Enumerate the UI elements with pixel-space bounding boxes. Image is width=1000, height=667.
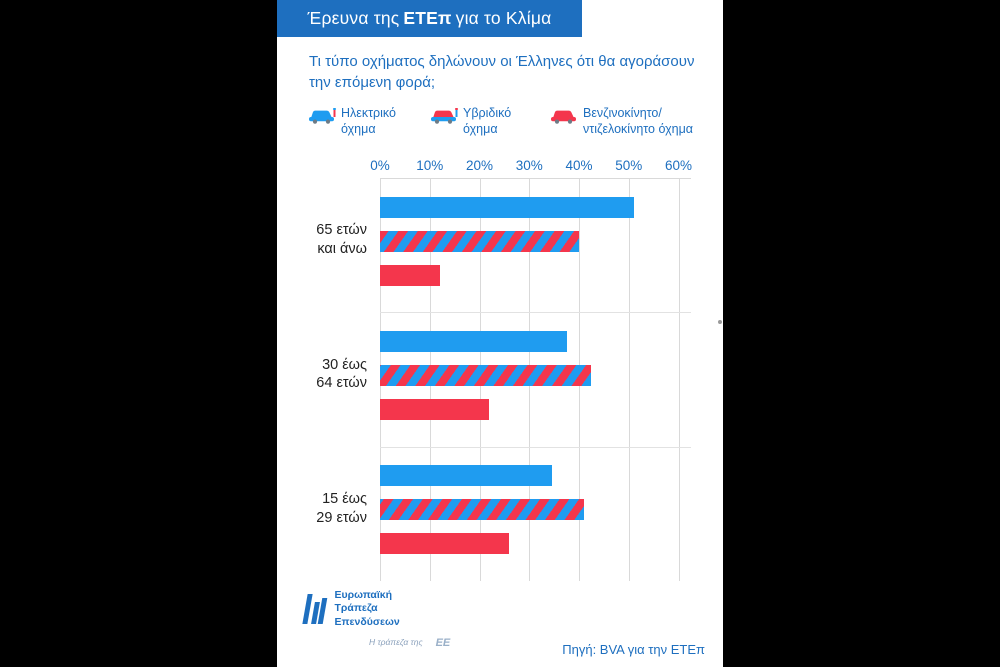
gridline bbox=[679, 178, 680, 581]
eib-logo-line3: Επενδύσεων bbox=[334, 615, 400, 628]
category-label bbox=[284, 221, 380, 259]
category-label-line: 64 ετών bbox=[316, 375, 367, 392]
hybrid-car-icon bbox=[429, 107, 459, 129]
chart-plot-area bbox=[316, 178, 691, 581]
category-label-line: 30 έως bbox=[322, 356, 367, 373]
bar-electric bbox=[380, 331, 567, 352]
title-bold: ΕΤΕπ bbox=[403, 8, 452, 28]
legend-item-hybrid bbox=[429, 105, 539, 137]
chart-subtitle: Τι τύπο οχήματος δηλώνουν οι Έλληνες ότι θα αγοράσουν την επόμενη φορά; bbox=[309, 53, 695, 91]
bar-petrol bbox=[380, 533, 509, 554]
category-label-line: 65 ετών bbox=[316, 222, 367, 239]
x-tick-label: 0% bbox=[370, 158, 390, 173]
x-tick-label: 30% bbox=[515, 158, 543, 173]
legend-label-electric: Ηλεκτρικό όχημα bbox=[341, 106, 396, 136]
x-axis-labels bbox=[327, 158, 723, 178]
bar-petrol bbox=[380, 265, 440, 286]
bar-hybrid bbox=[380, 499, 584, 520]
eu-bank-tagline bbox=[369, 631, 459, 653]
chart-legend bbox=[307, 105, 723, 137]
category-label-line: 15 έως bbox=[322, 490, 367, 507]
infographic-card bbox=[277, 0, 723, 667]
category-label-line: 29 ετών bbox=[316, 509, 367, 526]
x-tick-label: 60% bbox=[665, 158, 693, 173]
eib-logo bbox=[305, 589, 400, 629]
eu-stars-label: ΕΕ bbox=[435, 637, 451, 649]
x-tick-label: 20% bbox=[466, 158, 494, 173]
chart-source: Πηγή: BVA για την ΕΤΕπ bbox=[562, 642, 705, 657]
eib-logo-text bbox=[335, 589, 400, 629]
bar-electric bbox=[380, 465, 552, 486]
eu-stars-icon bbox=[425, 631, 459, 653]
legend-item-electric bbox=[307, 105, 419, 137]
eib-logo-line2: Τράπεζα bbox=[334, 602, 378, 615]
category-label bbox=[284, 356, 380, 394]
edge-dot bbox=[718, 320, 722, 324]
eib-logo-line1: Ευρωπαϊκή bbox=[334, 588, 393, 601]
x-tick-label: 50% bbox=[615, 158, 643, 173]
title-pre: Έρευνα της bbox=[307, 8, 400, 28]
category-label-line: και άνω bbox=[317, 241, 367, 257]
category-label bbox=[284, 490, 380, 528]
eib-logo-bars-icon bbox=[305, 594, 328, 624]
bar-electric bbox=[380, 197, 634, 218]
legend-label-petrol: Βενζινοκίνητο/ ντιζελοκίνητο όχημα bbox=[583, 106, 694, 136]
plot-top-rule bbox=[380, 178, 691, 179]
bar-hybrid bbox=[380, 365, 591, 386]
x-tick-label: 10% bbox=[416, 158, 444, 173]
bar-hybrid bbox=[380, 231, 579, 252]
group-separator bbox=[380, 312, 691, 313]
bar-petrol bbox=[380, 399, 489, 420]
electric-car-icon bbox=[307, 107, 337, 129]
x-tick-label: 40% bbox=[565, 158, 593, 173]
legend-item-petrol bbox=[549, 105, 709, 137]
legend-label-hybrid: Υβριδικό όχημα bbox=[463, 106, 512, 136]
petrol-car-icon bbox=[549, 107, 579, 129]
group-separator bbox=[380, 447, 691, 448]
title-post: για το Κλίμα bbox=[455, 8, 552, 28]
gridline bbox=[629, 178, 630, 581]
eu-bank-tagline-text: Η τράπεζα της bbox=[369, 637, 423, 647]
page-title bbox=[277, 0, 582, 37]
